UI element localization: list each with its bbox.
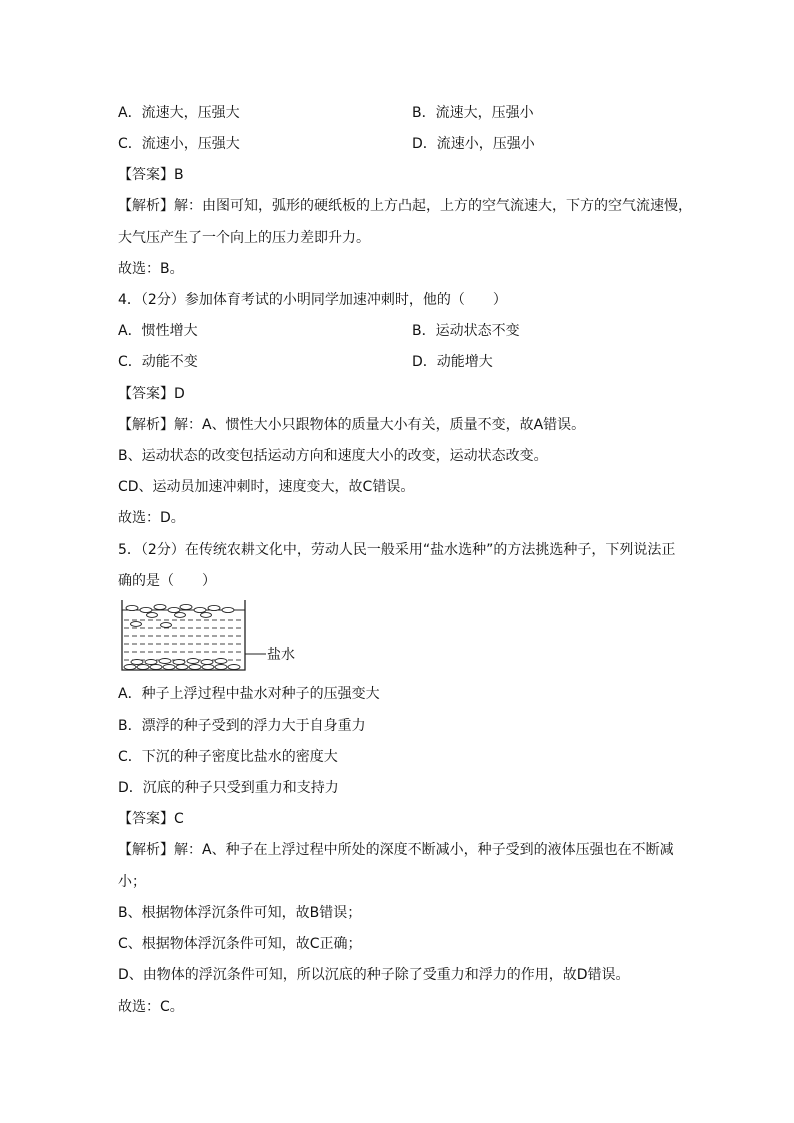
q5-stem-line-2: 确的是（ ） xyxy=(118,573,216,589)
q5-analysis-line-3: B、根据物体浮沉条件可知，故B错误； xyxy=(118,905,362,921)
q5-conclusion: 故选：C。 xyxy=(118,999,184,1015)
q5-option-c: C．下沉的种子密度比盐水的密度大 xyxy=(118,749,338,765)
q4-option-d: D．动能增大 xyxy=(412,354,493,370)
q3-analysis-line-2: 大气压产生了一个向上的压力差即升力。 xyxy=(118,230,370,246)
q4-stem: 4．（2分）参加体育考试的小明同学加速冲刺时，他的（ ） xyxy=(118,292,507,308)
q4-conclusion: 故选：D。 xyxy=(118,510,185,526)
q5-option-a: A．种子上浮过程中盐水对种子的压强变大 xyxy=(118,686,380,702)
q4-option-a: A．惯性增大 xyxy=(118,323,198,339)
salt-water-label: 盐水 xyxy=(267,647,295,663)
q3-answer: 【答案】B xyxy=(118,167,184,183)
q5-analysis-line-5: D、由物体的浮沉条件可知，所以沉底的种子除了受重力和浮力的作用，故D错误。 xyxy=(118,967,630,983)
q4-analysis-line-3: CD、运动员加速冲刺时，速度变大，故C错误。 xyxy=(118,479,415,495)
beaker-illustration xyxy=(118,598,308,674)
q3-option-c: C．流速小，压强大 xyxy=(118,136,240,152)
q4-analysis-line-1: 【解析】解：A、惯性大小只跟物体的质量大小有关，质量不变，故A错误。 xyxy=(118,417,586,433)
q5-analysis-line-2: 小； xyxy=(118,874,146,890)
q3-option-a: A．流速大，压强大 xyxy=(118,105,240,121)
q4-analysis-line-2: B、运动状态的改变包括运动方向和速度大小的改变，运动状态改变。 xyxy=(118,448,548,464)
q4-option-b: B．运动状态不变 xyxy=(412,323,520,339)
q3-option-d: D．流速小，压强小 xyxy=(412,136,535,152)
q4-answer: 【答案】D xyxy=(118,386,185,402)
q3-conclusion: 故选：B。 xyxy=(118,261,184,277)
q5-stem-line-1: 5．（2分）在传统农耕文化中，劳动人民一般采用“盐水选种”的方法挑选种子，下列说法正 xyxy=(118,542,676,558)
q5-analysis-line-4: C、根据物体浮沉条件可知，故C正确； xyxy=(118,936,362,952)
q5-option-b: B．漂浮的种子受到的浮力大于自身重力 xyxy=(118,718,366,734)
q5-option-d: D．沉底的种子只受到重力和支持力 xyxy=(118,780,339,796)
q3-analysis-line-1: 【解析】解：由图可知，弧形的硬纸板的上方凸起，上方的空气流速大，下方的空气流速慢， xyxy=(118,198,692,214)
salt-water-beaker-figure xyxy=(118,598,308,674)
q4-option-c: C．动能不变 xyxy=(118,354,198,370)
q5-analysis-line-1: 【解析】解：A、种子在上浮过程中所处的深度不断减小，种子受到的液体压强也在不断减 xyxy=(118,842,674,858)
q3-option-b: B．流速大，压强小 xyxy=(412,105,534,121)
q5-answer: 【答案】C xyxy=(118,811,184,827)
